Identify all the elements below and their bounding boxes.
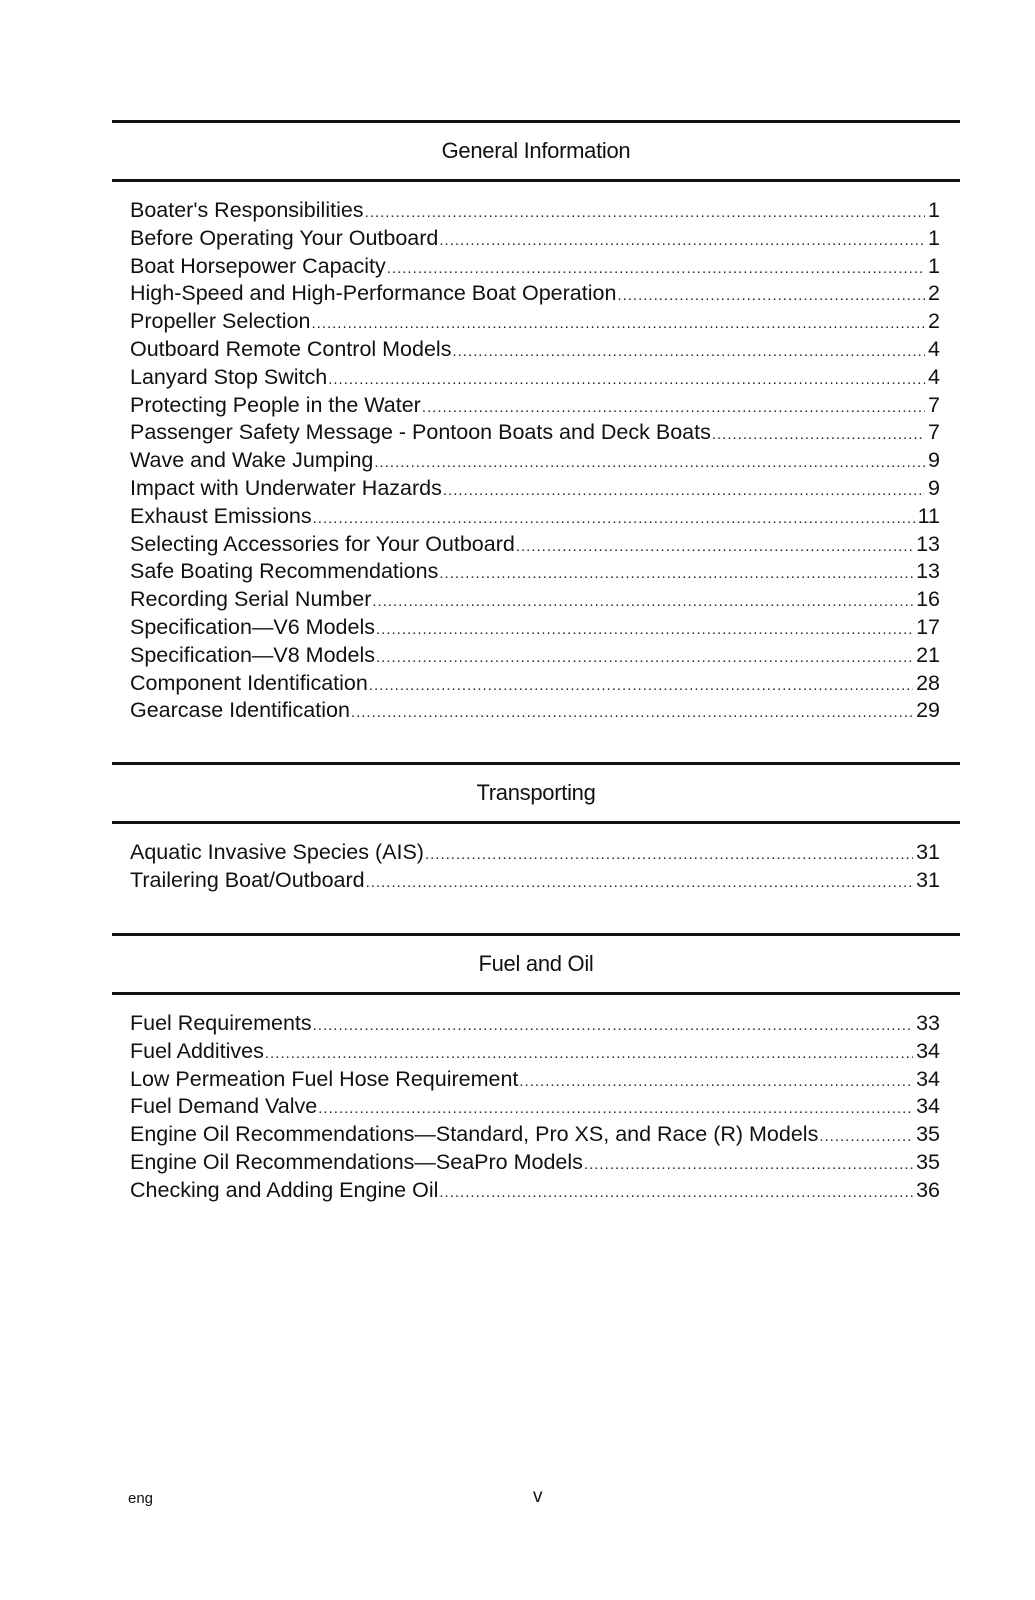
toc-entry[interactable] — [130, 1067, 940, 1095]
toc-entry-title: Component Identification — [130, 670, 368, 695]
dot-leader — [369, 677, 913, 694]
footer-page-number: v — [533, 1486, 543, 1507]
toc-section-fuel-and-oil — [112, 933, 960, 1206]
toc-section-general-information — [112, 120, 960, 726]
toc-entry-page: 34 — [916, 1066, 940, 1091]
section-heading: Transporting — [112, 762, 960, 824]
dot-leader — [376, 621, 913, 638]
dot-leader — [452, 343, 925, 360]
toc-entry-page: 13 — [916, 531, 940, 556]
toc-entry[interactable] — [130, 226, 940, 254]
dot-leader — [387, 260, 925, 277]
toc-entry-title: Engine Oil Recommendations—Standard, Pro XS, and Race (R) Models — [130, 1122, 819, 1147]
toc-entry-title: Specification—V8 Models — [130, 642, 375, 667]
dot-leader — [584, 1156, 913, 1173]
toc-entry-page: 34 — [916, 1038, 940, 1063]
dot-leader — [443, 482, 925, 499]
dot-leader — [819, 1128, 913, 1145]
toc-entry[interactable] — [130, 337, 940, 365]
toc-entry-title: Passenger Safety Message - Pontoon Boats and Deck Boats — [130, 420, 711, 445]
toc-entry[interactable] — [130, 1039, 940, 1067]
toc-entry-page: 36 — [916, 1177, 940, 1202]
toc-entry-page: 9 — [928, 448, 940, 473]
dot-leader — [366, 874, 913, 891]
toc-entry-page: 9 — [928, 475, 940, 500]
toc-entry[interactable] — [130, 671, 940, 699]
dot-leader — [313, 510, 915, 527]
toc-entry[interactable] — [130, 1178, 940, 1206]
toc-entry-page: 1 — [928, 253, 940, 278]
toc-entry[interactable] — [130, 1150, 940, 1178]
dot-leader — [712, 426, 925, 443]
toc-entry-title: Checking and Adding Engine Oil — [130, 1177, 439, 1202]
toc-entry[interactable] — [130, 309, 940, 337]
toc-entry-page: 2 — [928, 281, 940, 306]
toc-entry-title: Propeller Selection — [130, 309, 311, 334]
toc-entry-page: 17 — [916, 614, 940, 639]
toc-entry[interactable] — [130, 532, 940, 560]
toc-entry-page: 35 — [916, 1122, 940, 1147]
toc-entry-title: Fuel Requirements — [130, 1011, 312, 1035]
dot-leader — [265, 1045, 913, 1062]
toc-entry-page: 31 — [916, 840, 940, 864]
toc-entry-page: 33 — [916, 1011, 940, 1035]
dot-leader — [519, 1073, 913, 1090]
toc-entry-title: Boat Horsepower Capacity — [130, 253, 386, 278]
toc-entry-title: Low Permeation Fuel Hose Requirement — [130, 1066, 519, 1091]
toc-entry[interactable] — [130, 1122, 940, 1150]
toc-entry-title: Boater's Responsibilities — [130, 198, 364, 222]
toc-entry-page: 4 — [928, 364, 940, 389]
toc-entry[interactable] — [130, 559, 940, 587]
toc-entry-title: Recording Serial Number — [130, 587, 372, 612]
toc-entry[interactable] — [130, 840, 940, 868]
toc-entry[interactable] — [130, 476, 940, 504]
dot-leader — [328, 371, 925, 388]
dot-leader — [365, 204, 925, 221]
toc-entry-title: Gearcase Identification — [130, 698, 350, 723]
toc-entry-title: Lanyard Stop Switch — [130, 364, 328, 389]
dot-leader — [311, 315, 925, 332]
toc-entry-title: Exhaust Emissions — [130, 503, 312, 528]
dot-leader — [351, 704, 913, 721]
toc-entry-page: 1 — [928, 225, 940, 250]
toc-entry[interactable] — [130, 420, 940, 448]
toc-entry-page: 28 — [916, 670, 940, 695]
dot-leader — [313, 1017, 913, 1034]
toc-entry-page: 34 — [916, 1094, 940, 1119]
dot-leader — [439, 1184, 913, 1201]
dot-leader — [376, 649, 913, 666]
dot-leader — [439, 232, 925, 249]
toc-entry-title: Safe Boating Recommendations — [130, 559, 439, 584]
toc-entry[interactable] — [130, 281, 940, 309]
toc-entry-title: Trailering Boat/Outboard — [130, 867, 365, 892]
dot-leader — [516, 538, 913, 555]
toc-entry-page: 4 — [928, 336, 940, 361]
toc-entry[interactable] — [130, 643, 940, 671]
toc-entry[interactable] — [130, 254, 940, 282]
toc-entry-title: Aquatic Invasive Species (AIS) — [130, 840, 424, 864]
toc-entry-title: Outboard Remote Control Models — [130, 336, 452, 361]
toc-entry[interactable] — [130, 504, 940, 532]
toc-entry[interactable] — [130, 1011, 940, 1039]
toc-entry-title: Specification—V6 Models — [130, 614, 375, 639]
toc-entry-page: 1 — [928, 198, 940, 222]
toc-entry-page: 31 — [916, 867, 940, 892]
toc-entry-title: Before Operating Your Outboard — [130, 225, 439, 250]
toc-entry[interactable] — [130, 198, 940, 226]
toc-entry-title: Fuel Demand Valve — [130, 1094, 318, 1119]
toc-entry[interactable] — [130, 615, 940, 643]
toc-entry-page: 35 — [916, 1149, 940, 1174]
toc-entry-page: 16 — [916, 587, 940, 612]
toc-entry[interactable] — [130, 587, 940, 615]
toc-entry-title: Fuel Additives — [130, 1038, 264, 1063]
toc-entry-title: Engine Oil Recommendations—SeaPro Models — [130, 1149, 583, 1174]
dot-leader — [372, 593, 913, 610]
toc-entry-title: Selecting Accessories for Your Outboard — [130, 531, 515, 556]
toc-entry[interactable] — [130, 698, 940, 726]
toc-entry-title: High-Speed and High-Performance Boat Operation — [130, 281, 617, 306]
toc-entry-list — [112, 1011, 960, 1206]
toc-entry-list — [112, 840, 960, 896]
toc-entry[interactable] — [130, 448, 940, 476]
dot-leader — [439, 565, 913, 582]
toc-entry-title: Wave and Wake Jumping — [130, 448, 374, 473]
dot-leader — [617, 287, 925, 304]
toc-entry-page: 7 — [928, 420, 940, 445]
toc-entry[interactable] — [130, 393, 940, 421]
toc-entry-title: Impact with Underwater Hazards — [130, 475, 442, 500]
toc-entry-page: 11 — [917, 503, 940, 528]
section-heading: Fuel and Oil — [112, 933, 960, 995]
toc-entry-page: 13 — [916, 559, 940, 584]
toc-entry-list — [112, 198, 960, 726]
toc-entry-page: 21 — [916, 642, 940, 667]
toc-entry-page: 7 — [928, 392, 940, 417]
toc-entry-page: 29 — [916, 698, 940, 723]
toc-section-transporting — [112, 762, 960, 896]
footer-language-code: eng — [128, 1490, 154, 1507]
toc-entry-page: 2 — [928, 309, 940, 334]
dot-leader — [318, 1100, 913, 1117]
dot-leader — [422, 399, 925, 416]
dot-leader — [425, 846, 913, 863]
toc-entry-title: Protecting People in the Water — [130, 392, 421, 417]
section-heading: General Information — [112, 120, 960, 182]
toc-entry[interactable] — [130, 868, 940, 896]
dot-leader — [374, 454, 925, 471]
toc-entry[interactable] — [130, 365, 940, 393]
toc-entry[interactable] — [130, 1094, 940, 1122]
